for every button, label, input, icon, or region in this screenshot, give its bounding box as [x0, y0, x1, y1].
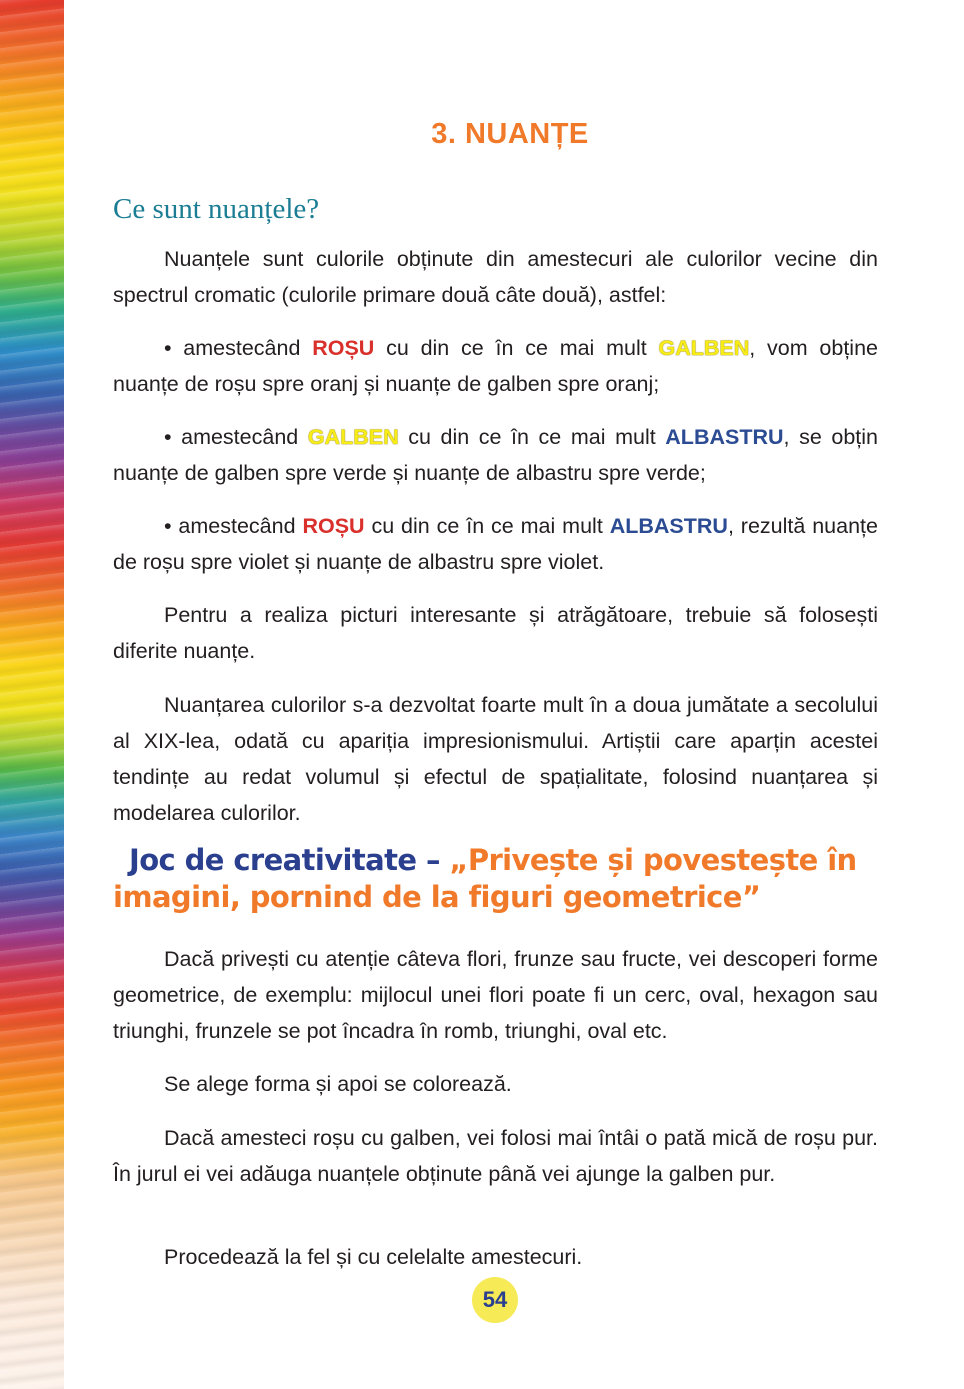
intro-paragraph: Nuanțele sunt culorile obținute din amestecuri ale culorilor vecine din spectrul cromatic (culorile primare două câte două), astfel:	[113, 247, 878, 307]
game-heading: Joc de creativitate – „Privește și povestește în imagini, pornind de la figuri geometrice”	[113, 843, 857, 914]
section-heading: Ce sunt nuanțele?	[113, 193, 320, 225]
paragraph-impressionism: Nuanțarea culorilor s-a dezvoltat foarte mult în a doua jumătate a secolului al XIX-lea, odată cu apariția impresionismului. Artiștii care aparțin acestei tendințe au redat volumul și efectul de spațialitate, folosind nuanțarea și modelarea culorilor.	[113, 693, 878, 825]
bullet-item: • amestecând ROȘU cu din ce în ce mai mult GALBEN, vom obține nuanțe de roșu spre oranj și nuanțe de galben spre oranj;	[113, 336, 878, 396]
paragraph-procedure: Procedează la fel și cu celelalte amestecuri.	[164, 1245, 583, 1269]
page-number-badge	[472, 1277, 518, 1323]
chapter-title: 3. NUANȚE	[431, 118, 589, 150]
color-word-yellow: GALBEN	[658, 336, 750, 360]
color-word-red: ROȘU	[302, 514, 365, 538]
paragraph-choose-form: Se alege forma și apoi se colorează.	[164, 1072, 512, 1096]
color-word-blue: ALBASTRU	[609, 514, 728, 538]
paragraph-nuances-use: Pentru a realiza picturi interesante și atrăgătoare, trebuie să folosești diferite nuanțe.	[113, 603, 878, 663]
paragraph-geometric-forms: Dacă privești cu atenție câteva flori, frunze sau fructe, vei descoperi forme geometrice, de exemplu: mijlocul unei flori poate fi un cerc, oval, hexagon sau triunghi, frunzele se pot încadra în romb, triunghi, oval etc.	[113, 947, 878, 1043]
rainbow-border-strip	[0, 0, 64, 1389]
bullet-item: • amestecând GALBEN cu din ce în ce mai mult ALBASTRU, se obțin nuanțe de galben spre verde și nuanțe de albastru spre verde;	[113, 425, 878, 485]
color-word-blue: ALBASTRU	[665, 425, 784, 449]
color-word-red: ROȘU	[312, 336, 375, 360]
color-word-yellow: GALBEN	[307, 425, 399, 449]
bullet-item: • amestecând ROȘU cu din ce în ce mai mult ALBASTRU, rezultă nuanțe de roșu spre violet și nuanțe de albastru spre violet.	[113, 514, 878, 574]
page-number: 54	[482, 1287, 508, 1312]
paragraph-mixing: Dacă amesteci roșu cu galben, vei folosi mai întâi o pată mică de roșu pur. În jurul ei vei adăuga nuanțele obținute până vei ajunge la galben pur.	[113, 1126, 878, 1186]
